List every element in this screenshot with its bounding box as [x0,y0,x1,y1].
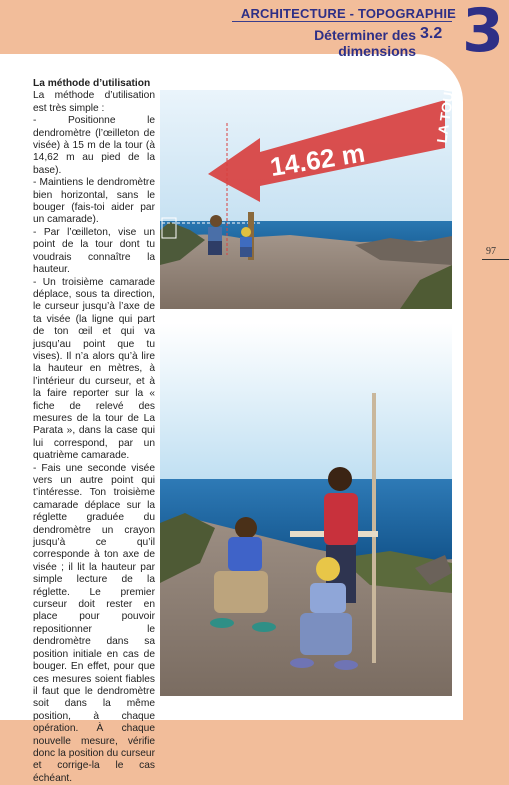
child-legs [208,241,222,255]
child-shoe [290,658,314,668]
header-rule [232,21,452,22]
dendrometer-post [372,393,376,663]
chapter-number: 3 [462,0,504,66]
photo-illustration [160,323,452,696]
article-body [33,78,155,785]
header-title: ARCHITECTURE - TOPOGRAPHIE [240,6,456,21]
article-paragraph: - Positionne le dendromètre (l’œilleton de visée) à 15 m de la tour (à 14,62 m au pied de la base). [33,115,155,176]
article-paragraph: La méthode d’utilisation est très simple : [33,90,155,114]
photo-children-measuring [160,323,452,696]
sky [160,323,452,483]
child-shoe [252,622,276,632]
child-head [210,215,222,227]
child-body [208,227,222,241]
page-number-rule [482,259,509,260]
child-body [310,583,346,613]
header-section-number: 3.2 [420,25,443,42]
article-paragraph: - Maintiens le dendromètre bien horizontal, sans le bouger (fais-toi aider par un camarade). [33,177,155,226]
header-subtitle: Déterminer des dimensions [314,27,416,59]
article-paragraph: - Fais une seconde visée vers un autre point qui t’intéresse. Ton troisième camarade déplace sur la réglette graduée du dendromètre un crayon jusqu’à ce qu’il corresponde à ton axe de visée ; il lit la hauteur par simple lecture de la réglette. Le premier curseur doit rester en place pour pouvoir repositionner le dendromètre dans sa position initiale en cas de bouger. En effet, pour que ces mesures soient fiables il faut que le dendromètre soit dans la même position, à chaque opération. À chaque nouvelle mesure, vérifie donc la position du curseur et corrige-la le cas échéant. [33,462,155,784]
tower-label: LA TOUR [433,80,458,144]
child-shoe [210,618,234,628]
arrow-label: 14.62 m [267,137,367,183]
page-number: 97 [486,246,496,257]
child-legs [240,247,252,257]
child-legs [300,613,352,655]
article-paragraph: - Par l’œilleton, vise un point de la tour dont tu voudrais connaître la hauteur. [33,226,155,276]
child-body [324,493,358,545]
child-head [328,467,352,491]
child-head [241,227,251,237]
child-legs [214,571,268,613]
article-paragraph: - Un troisième camarade déplace, sous ta direction, le curseur jusqu’à l’axe de ta visée (la ligne qui part de ton œil et qui va jusqu’au point que tu vises). Il n’a alors qu’à lire la hauteur en mètres, à l’intérieur du curseur, et à la faire reporter sur la « fiche de relevé des mesures de la tour de La Parata », dans la case qui lui correspond, par un quatrième camarade. [33,276,155,462]
child-body [228,537,262,571]
photo-illustration [160,80,458,309]
child-head [235,517,257,539]
article-heading: La méthode d’utilisation [33,78,151,89]
child-head [316,557,340,581]
child-body [240,237,252,247]
child-shoe [334,660,358,670]
photo-measurement-distance [160,80,458,309]
